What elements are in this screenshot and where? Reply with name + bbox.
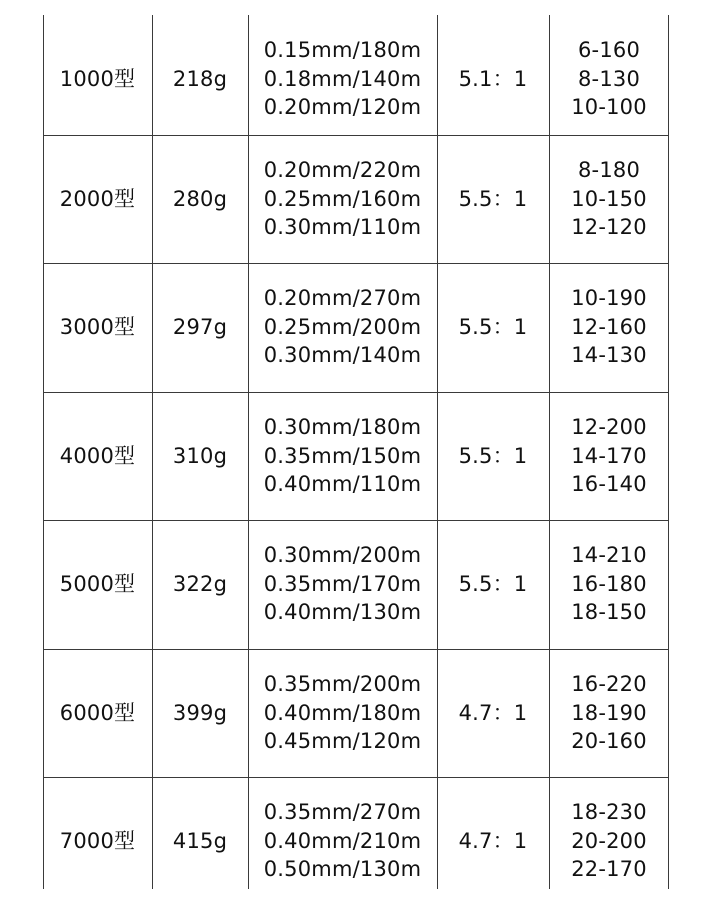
- range-value: 12-200: [571, 415, 647, 440]
- range-value: 14-210: [571, 543, 647, 568]
- line-capacity-cell: [248, 777, 437, 905]
- range-value: 18-230: [571, 800, 647, 825]
- range-value: 18-150: [571, 600, 647, 625]
- gear-ratio-value: 5.1：1: [458, 66, 528, 91]
- model-cell: [43, 777, 152, 905]
- range-value: 8-130: [577, 66, 641, 91]
- model-cell: [43, 392, 152, 520]
- range-value: 16-220: [571, 672, 647, 697]
- table-row: [43, 392, 669, 520]
- model-name: 1000型: [59, 66, 136, 91]
- gear-ratio-cell: [437, 777, 549, 905]
- weight-value: 280g: [172, 186, 228, 211]
- line-capacity-value: 0.30mm/200m: [263, 543, 422, 568]
- range-cell: [549, 520, 669, 648]
- gear-ratio-value: 4.7：1: [458, 828, 528, 853]
- gear-ratio-value: 4.7：1: [458, 700, 528, 725]
- model-cell: [43, 649, 152, 777]
- range-value: 14-130: [571, 343, 647, 368]
- weight-cell: [152, 777, 248, 905]
- line-capacity-value: 0.35mm/170m: [263, 571, 422, 596]
- weight-value: 415g: [172, 828, 228, 853]
- line-capacity-value: 0.25mm/200m: [263, 314, 422, 339]
- range-value: 18-190: [571, 700, 647, 725]
- spec-table: [43, 15, 669, 889]
- line-capacity-value: 0.40mm/110m: [263, 472, 422, 497]
- weight-value: 218g: [172, 66, 228, 91]
- gear-ratio-cell: [437, 263, 549, 391]
- weight-cell: [152, 263, 248, 391]
- gear-ratio-value: 5.5：1: [458, 186, 528, 211]
- weight-cell: [152, 135, 248, 263]
- gear-ratio-value: 5.5：1: [458, 314, 528, 339]
- line-capacity-cell: [248, 135, 437, 263]
- range-cell: [549, 777, 669, 905]
- range-value: 20-160: [571, 729, 647, 754]
- line-capacity-value: 0.15mm/180m: [263, 38, 422, 63]
- model-cell: [43, 135, 152, 263]
- range-value: 10-100: [571, 95, 647, 120]
- table-row: [43, 15, 669, 143]
- gear-ratio-cell: [437, 392, 549, 520]
- gear-ratio-value: 5.5：1: [458, 571, 528, 596]
- gear-ratio-value: 5.5：1: [458, 443, 528, 468]
- weight-value: 310g: [172, 443, 228, 468]
- model-name: 3000型: [59, 314, 136, 339]
- line-capacity-value: 0.50mm/130m: [263, 857, 422, 882]
- weight-value: 322g: [172, 571, 228, 596]
- line-capacity-value: 0.20mm/220m: [263, 158, 422, 183]
- line-capacity-value: 0.35mm/270m: [263, 800, 422, 825]
- line-capacity-cell: [248, 520, 437, 648]
- range-value: 10-150: [571, 186, 647, 211]
- line-capacity-value: 0.30mm/180m: [263, 415, 422, 440]
- line-capacity-value: 0.20mm/270m: [263, 286, 422, 311]
- range-value: 6-160: [577, 38, 641, 63]
- line-capacity-cell: [248, 649, 437, 777]
- table-row: [43, 135, 669, 263]
- range-cell: [549, 15, 669, 143]
- weight-cell: [152, 520, 248, 648]
- range-cell: [549, 392, 669, 520]
- range-value: 10-190: [571, 286, 647, 311]
- line-capacity-value: 0.35mm/150m: [263, 443, 422, 468]
- model-name: 6000型: [59, 700, 136, 725]
- range-cell: [549, 649, 669, 777]
- model-name: 7000型: [59, 828, 136, 853]
- range-value: 8-180: [577, 158, 641, 183]
- weight-cell: [152, 392, 248, 520]
- line-capacity-value: 0.40mm/130m: [263, 600, 422, 625]
- range-value: 14-170: [571, 443, 647, 468]
- model-cell: [43, 263, 152, 391]
- line-capacity-cell: [248, 15, 437, 143]
- line-capacity-cell: [248, 263, 437, 391]
- line-capacity-value: 0.20mm/120m: [263, 95, 422, 120]
- model-cell: [43, 520, 152, 648]
- model-name: 4000型: [59, 443, 136, 468]
- model-name: 5000型: [59, 571, 136, 596]
- weight-cell: [152, 15, 248, 143]
- range-value: 22-170: [571, 857, 647, 882]
- range-value: 12-160: [571, 314, 647, 339]
- weight-cell: [152, 649, 248, 777]
- weight-value: 399g: [172, 700, 228, 725]
- line-capacity-value: 0.40mm/210m: [263, 828, 422, 853]
- line-capacity-value: 0.40mm/180m: [263, 700, 422, 725]
- range-value: 20-200: [571, 828, 647, 853]
- range-cell: [549, 135, 669, 263]
- line-capacity-value: 0.25mm/160m: [263, 186, 422, 211]
- line-capacity-value: 0.35mm/200m: [263, 672, 422, 697]
- line-capacity-value: 0.45mm/120m: [263, 729, 422, 754]
- range-value: 16-140: [571, 472, 647, 497]
- line-capacity-value: 0.30mm/110m: [263, 215, 422, 240]
- gear-ratio-cell: [437, 520, 549, 648]
- range-value: 16-180: [571, 571, 647, 596]
- range-cell: [549, 263, 669, 391]
- gear-ratio-cell: [437, 15, 549, 143]
- weight-value: 297g: [172, 314, 228, 339]
- gear-ratio-cell: [437, 649, 549, 777]
- table-row: [43, 777, 669, 905]
- table-row: [43, 649, 669, 777]
- model-cell: [43, 15, 152, 143]
- line-capacity-cell: [248, 392, 437, 520]
- table-row: [43, 263, 669, 391]
- line-capacity-value: 0.30mm/140m: [263, 343, 422, 368]
- line-capacity-value: 0.18mm/140m: [263, 66, 422, 91]
- range-value: 12-120: [571, 215, 647, 240]
- gear-ratio-cell: [437, 135, 549, 263]
- model-name: 2000型: [59, 186, 136, 211]
- table-row: [43, 520, 669, 648]
